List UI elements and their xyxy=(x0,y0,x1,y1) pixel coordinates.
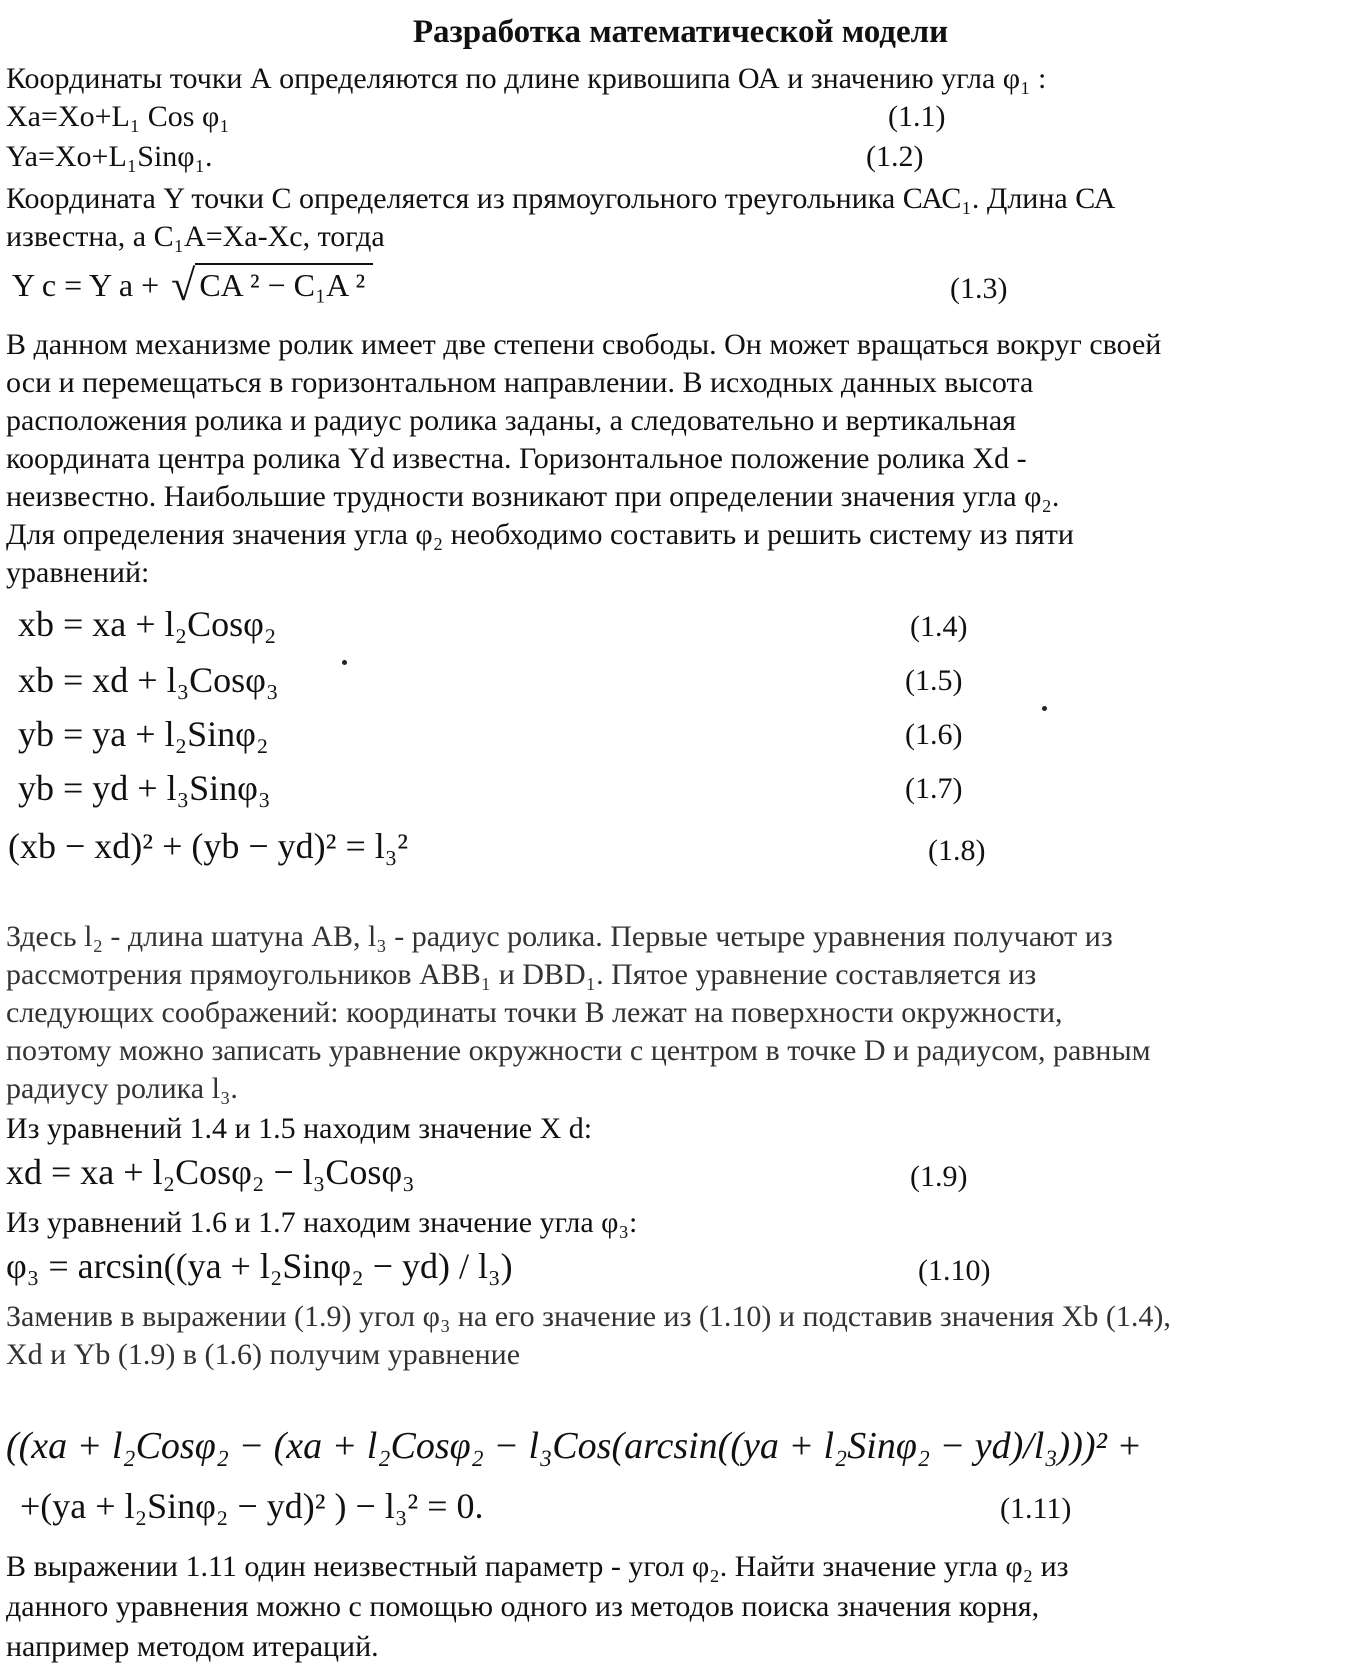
equation-ya: Ya=Xo+L₁Sinφ₁. xyxy=(6,140,213,173)
speck-mark xyxy=(1042,706,1047,711)
speck-mark xyxy=(342,660,347,665)
text-line: В данном механизме ролик имеет две степени свободы. Он может вращаться вокруг своей xyxy=(6,328,1162,361)
equation-number: (1.10) xyxy=(918,1254,991,1287)
text-line: расположения ролика и радиус ролика заданы, а следовательно и вертикальная xyxy=(6,404,1017,437)
equation-yc xyxy=(12,261,373,310)
equation-number: (1.7) xyxy=(905,772,963,805)
equation-number: (1.5) xyxy=(905,664,963,697)
text-line: Для определения значения угла φ₂ необходимо составить и решить систему из пяти xyxy=(6,518,1074,551)
paragraph-coords-a: Координаты точки А определяются по длине кривошипа ОА и значению угла φ₁ : xyxy=(6,62,1047,95)
paragraph-substitution: Заменив в выражении (1.9) угол φ₃ на его значение из (1.10) и подставив значения Xb (1.4), xyxy=(6,1300,1171,1333)
text-line: Здесь l₂ - длина шатуна АВ, l₃ - радиус ролика. Первые четыре уравнения получают из xyxy=(6,920,1113,953)
paragraph-coord-c: Координата Y точки С определяется из прямоугольного треугольника САС₁. Длина СА xyxy=(6,182,1116,215)
text-line: радиусу ролика l₃. xyxy=(6,1072,238,1105)
equation-1-4: xb = xa + l₂Cosφ₂ xyxy=(18,604,277,644)
text-line: поэтому можно записать уравнение окружности с центром в точке D и радиусом, равным xyxy=(6,1034,1151,1067)
text-line: рассмотрения прямоугольников АВВ₁ и DBD₁. Пятое уравнение составляется из xyxy=(6,958,1037,991)
equation-1-5: xb = xd + l₃Cosφ₃ xyxy=(18,660,279,700)
equation-1-11-line1: ((xa + l₂Cosφ₂ − (xa + l₂Cosφ₂ − l₃Cos(arcsin((ya + l₂Sinφ₂ − yd)/l₃)))² + xyxy=(6,1425,1143,1467)
text-line: В выражении 1.11 один неизвестный параметр - угол φ₂. Найти значение угла φ₂ из xyxy=(6,1550,1069,1583)
equation-1-9: xd = xa + l₂Cosφ₂ − l₃Cosφ₃ xyxy=(6,1152,415,1192)
equation-yc-radicand: CA ² − C₁A ² xyxy=(195,263,373,303)
paragraph-find-xd: Из уравнений 1.4 и 1.5 находим значение X d: xyxy=(6,1112,593,1145)
equation-1-8: (xb − xd)² + (yb − yd)² = l₃² xyxy=(8,826,409,866)
page-title: Разработка математической модели xyxy=(412,14,949,50)
text-line: например методом итераций. xyxy=(6,1630,379,1663)
equation-number: (1.2) xyxy=(866,140,924,173)
equation-1-6: yb = ya + l₂Sinφ₂ xyxy=(18,714,269,754)
equation-xa: Xa=Xo+L₁ Cos φ₁ xyxy=(6,100,230,133)
equation-number: (1.6) xyxy=(905,718,963,751)
equation-1-10: φ₃ = arcsin((ya + l₂Sinφ₂ − yd) / l₃) xyxy=(6,1246,513,1286)
text-line: уравнений: xyxy=(6,556,150,589)
text-line: следующих соображений: координаты точки В лежат на поверхности окружности, xyxy=(6,996,1063,1029)
equation-number: (1.11) xyxy=(1000,1492,1072,1525)
equation-yc-lhs: Y c = Y a + xyxy=(12,267,160,303)
equation-1-11-line2: +(ya + l₂Sinφ₂ − yd)² ) − l₃² = 0. xyxy=(20,1486,484,1526)
text-line: оси и перемещаться в горизонтальном направлении. В исходных данных высота xyxy=(6,366,1034,399)
text-line: неизвестно. Наибольшие трудности возникают при определении значения угла φ₂. xyxy=(6,480,1060,513)
sqrt-icon: √ xyxy=(171,261,196,310)
paragraph-coord-c-cont: известна, а С₁А=Xa-Xc, тогда xyxy=(6,220,385,253)
paragraph-substitution-cont: Xd и Yb (1.9) в (1.6) получим уравнение xyxy=(6,1338,521,1371)
equation-1-7: yb = yd + l₃Sinφ₃ xyxy=(18,768,271,808)
equation-number: (1.4) xyxy=(910,610,968,643)
equation-number: (1.8) xyxy=(928,834,986,867)
equation-number: (1.9) xyxy=(910,1160,968,1193)
text-line: координата центра ролика Yd известна. Горизонтальное положение ролика Xd - xyxy=(6,442,1027,475)
text-line: данного уравнения можно с помощью одного из методов поиска значения корня, xyxy=(6,1590,1040,1623)
equation-number: (1.1) xyxy=(888,100,946,133)
paragraph-find-phi3: Из уравнений 1.6 и 1.7 находим значение угла φ₃: xyxy=(6,1206,638,1239)
equation-number: (1.3) xyxy=(950,272,1008,305)
